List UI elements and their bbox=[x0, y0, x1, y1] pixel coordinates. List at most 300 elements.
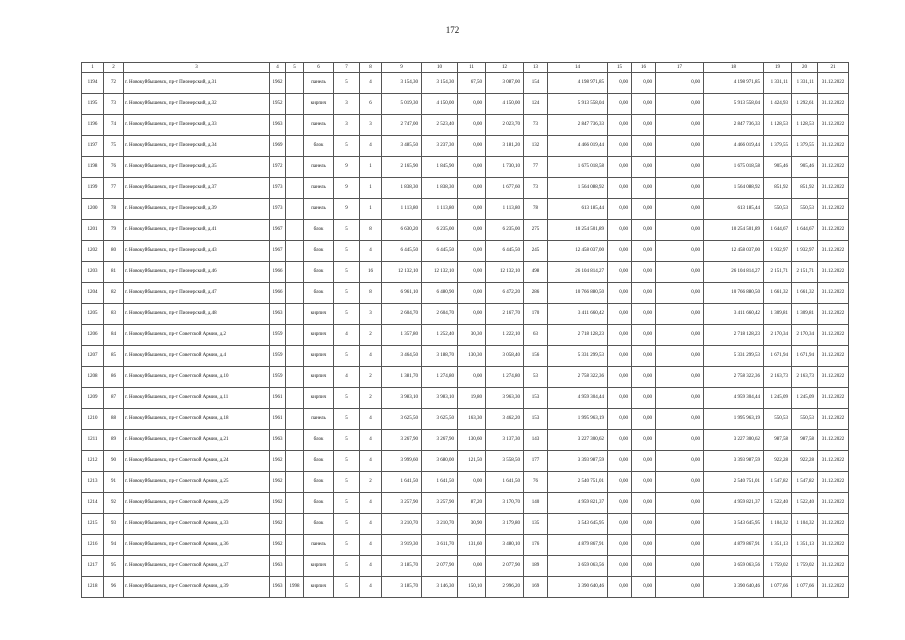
table-cell bbox=[286, 430, 304, 451]
table-cell: 3 227 300,62 bbox=[548, 430, 608, 451]
table-cell: 30,90 bbox=[458, 514, 486, 535]
address-cell: г. Новокуйбышевск, пр-т Пионерский, д.47 bbox=[124, 283, 270, 304]
table-cell: 87,20 bbox=[458, 493, 486, 514]
table-cell: блок bbox=[304, 430, 334, 451]
table-cell: 143 bbox=[524, 430, 548, 451]
table-row bbox=[82, 577, 849, 598]
table-cell: 1 522,40 bbox=[764, 493, 792, 514]
table-cell: 3 611,70 bbox=[422, 535, 458, 556]
table-cell: 2 758 322,36 bbox=[548, 367, 608, 388]
table-cell: 987,58 bbox=[792, 430, 818, 451]
table-row bbox=[82, 535, 849, 556]
table-cell: 5 331 299,53 bbox=[704, 346, 764, 367]
table-cell: 132 bbox=[524, 136, 548, 157]
table-cell: 3 181,20 bbox=[486, 136, 524, 157]
table-cell: 0,00 bbox=[632, 136, 656, 157]
table-cell: 6 961,10 bbox=[382, 283, 422, 304]
table-cell: 6 235,00 bbox=[486, 220, 524, 241]
table-cell: 3 257,90 bbox=[422, 493, 458, 514]
table-cell: 1 932,97 bbox=[764, 241, 792, 262]
table-cell: 5 bbox=[334, 409, 360, 430]
table-row bbox=[82, 451, 849, 472]
table-cell: 2 bbox=[360, 472, 382, 493]
table-cell: 0,00 bbox=[458, 157, 486, 178]
table-cell: панель bbox=[304, 178, 334, 199]
table-cell: 0,00 bbox=[656, 493, 704, 514]
address-cell: г. Новокуйбышевск, пр-т Пионерский, д.34 bbox=[124, 136, 270, 157]
table-cell: 922,28 bbox=[792, 451, 818, 472]
table-cell: 84 bbox=[104, 325, 124, 346]
address-cell: г. Новокуйбышевск, пр-т Советской Армии, д.29 bbox=[124, 493, 270, 514]
table-row bbox=[82, 325, 849, 346]
table-cell: 1215 bbox=[82, 514, 104, 535]
table-cell: 31.12.2022 bbox=[818, 367, 849, 388]
table-cell: 5 019,30 bbox=[382, 94, 422, 115]
table-cell: 3 087,00 bbox=[486, 73, 524, 94]
table-cell bbox=[286, 304, 304, 325]
table-cell: 2 023,70 bbox=[486, 115, 524, 136]
address-cell: г. Новокуйбышевск, пр-т Пионерский, д.31 bbox=[124, 73, 270, 94]
address-cell: г. Новокуйбышевск, пр-т Советской Армии, д.33 bbox=[124, 514, 270, 535]
table-cell: 3 179,80 bbox=[486, 514, 524, 535]
table-cell: 2 170,34 bbox=[792, 325, 818, 346]
table-cell: 0,00 bbox=[632, 115, 656, 136]
table-cell: 5 bbox=[334, 493, 360, 514]
table-cell: панель bbox=[304, 115, 334, 136]
table-cell: 153 bbox=[524, 409, 548, 430]
table-cell: 31.12.2022 bbox=[818, 409, 849, 430]
table-cell: 0,00 bbox=[656, 346, 704, 367]
table-cell: 1959 bbox=[270, 325, 286, 346]
table-cell: 0,00 bbox=[632, 94, 656, 115]
table-cell: 2 bbox=[360, 367, 382, 388]
table-cell: 0,00 bbox=[656, 157, 704, 178]
table-cell: 3 267,90 bbox=[382, 430, 422, 451]
table-cell: 1208 bbox=[82, 367, 104, 388]
column-number: 21 bbox=[818, 63, 849, 73]
table-cell: 550,53 bbox=[764, 409, 792, 430]
table-cell: 1963 bbox=[270, 556, 286, 577]
table-cell: 613 185,44 bbox=[548, 199, 608, 220]
table-cell: 6 480,90 bbox=[422, 283, 458, 304]
table-cell: 1 077,66 bbox=[764, 577, 792, 598]
table-cell: 3 543 645,95 bbox=[548, 514, 608, 535]
table-cell: 1 995 963,19 bbox=[704, 409, 764, 430]
table-cell: 3 154,30 bbox=[422, 73, 458, 94]
table-cell: 4 959 304,44 bbox=[704, 388, 764, 409]
table-cell: 3 625,50 bbox=[382, 409, 422, 430]
table-cell: 4 198 971,85 bbox=[704, 73, 764, 94]
table-cell: 3 485,50 bbox=[382, 136, 422, 157]
table-cell: 550,53 bbox=[764, 199, 792, 220]
table-cell: 31.12.2022 bbox=[818, 304, 849, 325]
table-cell: 1199 bbox=[82, 178, 104, 199]
table-cell: 4 bbox=[360, 430, 382, 451]
column-number: 10 bbox=[422, 63, 458, 73]
table-cell: 550,53 bbox=[792, 199, 818, 220]
table-cell: 0,00 bbox=[458, 220, 486, 241]
table-cell: 73 bbox=[524, 115, 548, 136]
table-cell: 2 847 736,33 bbox=[548, 115, 608, 136]
table-cell: 4 bbox=[360, 73, 382, 94]
table-cell: 6 bbox=[360, 94, 382, 115]
table-cell: 1 bbox=[360, 157, 382, 178]
column-number: 2 bbox=[104, 63, 124, 73]
table-cell: 1 838,30 bbox=[382, 178, 422, 199]
table-cell: 0,00 bbox=[608, 367, 632, 388]
table-cell: 3 390 640,46 bbox=[548, 577, 608, 598]
table-cell: 0,00 bbox=[458, 241, 486, 262]
column-number: 8 bbox=[360, 63, 382, 73]
table-cell: 2 718 128,23 bbox=[548, 325, 608, 346]
address-cell: г. Новокуйбышевск, пр-т Пионерский, д.46 bbox=[124, 262, 270, 283]
table-cell: 0,00 bbox=[632, 157, 656, 178]
table-cell: 275 bbox=[524, 220, 548, 241]
table-cell: 0,00 bbox=[632, 325, 656, 346]
table-cell: 2 996,20 bbox=[486, 577, 524, 598]
table-cell: 3 bbox=[360, 115, 382, 136]
table-cell: кирпич bbox=[304, 346, 334, 367]
table-cell: 0,00 bbox=[608, 325, 632, 346]
table-cell: 0,00 bbox=[656, 136, 704, 157]
table-cell: 91 bbox=[104, 472, 124, 493]
table-cell: 1202 bbox=[82, 241, 104, 262]
table-cell: 26 104 814,27 bbox=[548, 262, 608, 283]
table-cell: 31.12.2022 bbox=[818, 556, 849, 577]
table-cell: 1 bbox=[360, 199, 382, 220]
table-cell: 1967 bbox=[270, 241, 286, 262]
table-cell bbox=[286, 262, 304, 283]
table-cell: 2 163,73 bbox=[792, 367, 818, 388]
table-row bbox=[82, 94, 849, 115]
column-number: 17 bbox=[656, 63, 704, 73]
table-cell: 0,00 bbox=[458, 367, 486, 388]
table-cell: 1 128,53 bbox=[764, 115, 792, 136]
table-cell: 0,00 bbox=[656, 325, 704, 346]
column-number: 3 bbox=[124, 63, 270, 73]
table-cell: 3 659 063,56 bbox=[704, 556, 764, 577]
table-cell: 2 718 128,23 bbox=[704, 325, 764, 346]
table-cell: 67,50 bbox=[458, 73, 486, 94]
table-cell bbox=[286, 136, 304, 157]
table-cell: 1 252,40 bbox=[422, 325, 458, 346]
table-cell: 4 bbox=[334, 325, 360, 346]
table-cell: 0,00 bbox=[458, 94, 486, 115]
table-cell: 6 630,20 bbox=[382, 220, 422, 241]
table-cell: 3 210,70 bbox=[382, 514, 422, 535]
column-number: 13 bbox=[524, 63, 548, 73]
table-cell: 1206 bbox=[82, 325, 104, 346]
table-cell: 1 759,02 bbox=[792, 556, 818, 577]
table-cell: 1207 bbox=[82, 346, 104, 367]
table-cell: 8 bbox=[360, 220, 382, 241]
table-cell: 16 bbox=[360, 262, 382, 283]
table-cell: 4 bbox=[360, 514, 382, 535]
table-cell: 0,00 bbox=[608, 304, 632, 325]
table-cell: 0,00 bbox=[458, 199, 486, 220]
table-cell: 1962 bbox=[270, 514, 286, 535]
table-cell: 5 913 558,04 bbox=[704, 94, 764, 115]
table-cell: 0,00 bbox=[458, 283, 486, 304]
table-cell: 10 766 880,50 bbox=[704, 283, 764, 304]
table-cell: 2 747,00 bbox=[382, 115, 422, 136]
table-cell: 1 644,67 bbox=[792, 220, 818, 241]
table-cell: панель bbox=[304, 199, 334, 220]
table-cell: 905,46 bbox=[764, 157, 792, 178]
table-cell: 0,00 bbox=[632, 577, 656, 598]
table-cell: панель bbox=[304, 535, 334, 556]
table-cell: 1196 bbox=[82, 115, 104, 136]
table-cell: 130,30 bbox=[458, 346, 486, 367]
table-cell: 0,00 bbox=[608, 241, 632, 262]
table-cell: 1 bbox=[360, 178, 382, 199]
table-cell: 1 995 963,19 bbox=[548, 409, 608, 430]
table-cell: 0,00 bbox=[632, 220, 656, 241]
column-number: 16 bbox=[632, 63, 656, 73]
table-cell: 0,00 bbox=[656, 94, 704, 115]
table-cell bbox=[286, 73, 304, 94]
table-cell: 1 675 018,58 bbox=[704, 157, 764, 178]
table-cell: 1 245,09 bbox=[792, 388, 818, 409]
table-cell: 5 913 558,04 bbox=[548, 94, 608, 115]
table-cell: панель bbox=[304, 409, 334, 430]
address-cell: г. Новокуйбышевск, пр-т Пионерский, д.35 bbox=[124, 157, 270, 178]
table-cell: 3 393 987,59 bbox=[704, 451, 764, 472]
table-cell: 851,92 bbox=[792, 178, 818, 199]
table-cell: 30,30 bbox=[458, 325, 486, 346]
table-cell: 73 bbox=[524, 178, 548, 199]
table-cell: 31.12.2022 bbox=[818, 283, 849, 304]
table-cell: 3 bbox=[334, 94, 360, 115]
table-cell: 1 644,67 bbox=[764, 220, 792, 241]
table-cell: 0,00 bbox=[656, 73, 704, 94]
table-cell: 4 bbox=[360, 409, 382, 430]
table-cell: 0,00 bbox=[608, 346, 632, 367]
table-cell: 6 445,50 bbox=[382, 241, 422, 262]
table-cell: 0,00 bbox=[656, 262, 704, 283]
table-cell: панель bbox=[304, 73, 334, 94]
table-cell: блок bbox=[304, 514, 334, 535]
table-cell: 0,00 bbox=[632, 199, 656, 220]
table-cell: 1 730,10 bbox=[486, 157, 524, 178]
table-cell bbox=[286, 241, 304, 262]
table-cell: 1 641,50 bbox=[382, 472, 422, 493]
table-cell: 31.12.2022 bbox=[818, 577, 849, 598]
address-cell: г. Новокуйбышевск, пр-т Советской Армии, д.36 bbox=[124, 535, 270, 556]
table-cell bbox=[286, 514, 304, 535]
table-cell: 0,00 bbox=[458, 304, 486, 325]
table-row bbox=[82, 472, 849, 493]
table-cell: 613 185,44 bbox=[704, 199, 764, 220]
table-cell: 135 bbox=[524, 514, 548, 535]
address-cell: г. Новокуйбышевск, пр-т Пионерский, д.48 bbox=[124, 304, 270, 325]
table-cell: 0,00 bbox=[608, 262, 632, 283]
table-cell: 170 bbox=[524, 304, 548, 325]
table-cell: 0,00 bbox=[632, 556, 656, 577]
table-cell bbox=[286, 535, 304, 556]
table-cell: 0,00 bbox=[608, 136, 632, 157]
table-cell: 2 523,40 bbox=[422, 115, 458, 136]
table-cell: 3 154,30 bbox=[382, 73, 422, 94]
address-cell: г. Новокуйбышевск, пр-т Советской Армии, д.4 bbox=[124, 346, 270, 367]
table-cell: 3 659 063,56 bbox=[548, 556, 608, 577]
table-cell: 72 bbox=[104, 73, 124, 94]
table-cell: 1 331,11 bbox=[764, 73, 792, 94]
table-cell: 0,00 bbox=[632, 409, 656, 430]
table-cell: 2 163,73 bbox=[764, 367, 792, 388]
table-cell: 0,00 bbox=[608, 388, 632, 409]
table-cell: 4 bbox=[360, 346, 382, 367]
table-cell: 2 758 322,36 bbox=[704, 367, 764, 388]
table-cell: 154 bbox=[524, 73, 548, 94]
table-cell: 0,00 bbox=[608, 514, 632, 535]
table-cell: 4 bbox=[360, 577, 382, 598]
table-cell: 0,00 bbox=[632, 262, 656, 283]
table-cell: 1962 bbox=[270, 73, 286, 94]
table-cell: 1963 bbox=[270, 430, 286, 451]
table-cell: 1998 bbox=[286, 577, 304, 598]
table-cell: 0,00 bbox=[656, 577, 704, 598]
table-cell: 1 641,50 bbox=[422, 472, 458, 493]
table-cell: 94 bbox=[104, 535, 124, 556]
table-cell: 83 bbox=[104, 304, 124, 325]
table-cell: 1 104,32 bbox=[764, 514, 792, 535]
address-cell: г. Новокуйбышевск, пр-т Пионерский, д.32 bbox=[124, 94, 270, 115]
table-cell: кирпич bbox=[304, 367, 334, 388]
table-cell: 2 170,34 bbox=[764, 325, 792, 346]
table-cell: 3 058,40 bbox=[486, 346, 524, 367]
address-cell: г. Новокуйбышевск, пр-т Советской Армии, д.39 bbox=[124, 577, 270, 598]
table-cell: 4 bbox=[360, 493, 382, 514]
table-row bbox=[82, 493, 849, 514]
table-cell: 63 bbox=[524, 325, 548, 346]
table-cell: 498 bbox=[524, 262, 548, 283]
table-cell: 31.12.2022 bbox=[818, 199, 849, 220]
address-cell: г. Новокуйбышевск, пр-т Пионерский, д.39 bbox=[124, 199, 270, 220]
table-cell: 1212 bbox=[82, 451, 104, 472]
table-cell: 4 bbox=[360, 556, 382, 577]
table-cell: 3 bbox=[334, 115, 360, 136]
table-cell: блок bbox=[304, 283, 334, 304]
table-cell: 3 185,70 bbox=[382, 577, 422, 598]
table-cell: 2 604,70 bbox=[422, 304, 458, 325]
table-cell: 5 bbox=[334, 241, 360, 262]
table-cell: 177 bbox=[524, 451, 548, 472]
table-cell: 1203 bbox=[82, 262, 104, 283]
table-cell: 1961 bbox=[270, 388, 286, 409]
table-cell: 75 bbox=[104, 136, 124, 157]
table-cell bbox=[286, 94, 304, 115]
table-cell: 1 661,32 bbox=[764, 283, 792, 304]
table-cell: 0,00 bbox=[632, 493, 656, 514]
table-cell: 286 bbox=[524, 283, 548, 304]
table-cell: 0,00 bbox=[632, 472, 656, 493]
table-cell: блок bbox=[304, 451, 334, 472]
table-cell: 2 bbox=[360, 325, 382, 346]
table-cell: 0,00 bbox=[656, 178, 704, 199]
table-cell: 0,00 bbox=[656, 241, 704, 262]
table-row bbox=[82, 262, 849, 283]
table-cell: 95 bbox=[104, 556, 124, 577]
table-cell: 131,60 bbox=[458, 535, 486, 556]
table-row bbox=[82, 514, 849, 535]
table-cell: 2 165,90 bbox=[382, 157, 422, 178]
table-cell: 3 411 660,42 bbox=[548, 304, 608, 325]
column-number: 7 bbox=[334, 63, 360, 73]
table-cell: 169 bbox=[524, 577, 548, 598]
table-cell bbox=[286, 220, 304, 241]
table-cell: 31.12.2022 bbox=[818, 262, 849, 283]
table-cell bbox=[286, 451, 304, 472]
table-cell: 1966 bbox=[270, 262, 286, 283]
table-cell: 1209 bbox=[82, 388, 104, 409]
table-cell: 4 879 867,91 bbox=[548, 535, 608, 556]
table-cell bbox=[286, 388, 304, 409]
table-cell: 31.12.2022 bbox=[818, 241, 849, 262]
table-cell: 77 bbox=[524, 157, 548, 178]
table-cell: 0,00 bbox=[458, 178, 486, 199]
table-cell: 31.12.2022 bbox=[818, 388, 849, 409]
table-cell: 0,00 bbox=[608, 451, 632, 472]
table-cell: 89 bbox=[104, 430, 124, 451]
table-cell: 1 077,66 bbox=[792, 577, 818, 598]
table-cell: блок bbox=[304, 262, 334, 283]
table-cell: 0,00 bbox=[632, 430, 656, 451]
table-cell: 1 351,13 bbox=[764, 535, 792, 556]
table-cell: 0,00 bbox=[458, 262, 486, 283]
table-cell: 3 188,70 bbox=[422, 346, 458, 367]
table-row bbox=[82, 136, 849, 157]
table-cell: кирпич bbox=[304, 556, 334, 577]
table-cell: 1 274,80 bbox=[422, 367, 458, 388]
table-cell: 1972 bbox=[270, 157, 286, 178]
table-cell bbox=[286, 346, 304, 367]
table-cell: 1216 bbox=[82, 535, 104, 556]
table-cell: 2 077,90 bbox=[422, 556, 458, 577]
table-cell: 851,92 bbox=[764, 178, 792, 199]
table-cell: 1961 bbox=[270, 409, 286, 430]
table-cell: 0,00 bbox=[608, 94, 632, 115]
table-cell: 153 bbox=[524, 388, 548, 409]
table-cell: 1 675 018,58 bbox=[548, 157, 608, 178]
table-cell: 0,00 bbox=[458, 472, 486, 493]
table-cell: 79 bbox=[104, 220, 124, 241]
table-cell: 3 999,60 bbox=[382, 451, 422, 472]
table-row bbox=[82, 388, 849, 409]
table-cell: 0,00 bbox=[656, 472, 704, 493]
table-cell: 1 245,09 bbox=[764, 388, 792, 409]
table-cell: 1 309,81 bbox=[764, 304, 792, 325]
table-cell: 3 680,00 bbox=[422, 451, 458, 472]
table-cell: 1 331,11 bbox=[792, 73, 818, 94]
table-cell: 3 462,20 bbox=[486, 409, 524, 430]
table-cell: 1 671,94 bbox=[792, 346, 818, 367]
table-cell: 78 bbox=[524, 199, 548, 220]
table-cell: 1210 bbox=[82, 409, 104, 430]
table-cell: 0,00 bbox=[608, 535, 632, 556]
table-cell: 26 104 814,27 bbox=[704, 262, 764, 283]
table-cell: 1200 bbox=[82, 199, 104, 220]
table-cell: 4 198 971,85 bbox=[548, 73, 608, 94]
table-cell: 31.12.2022 bbox=[818, 514, 849, 535]
table-cell: 76 bbox=[104, 157, 124, 178]
table-cell: 4 bbox=[360, 136, 382, 157]
column-number: 18 bbox=[704, 63, 764, 73]
table-cell: блок bbox=[304, 493, 334, 514]
table-cell: кирпич bbox=[304, 577, 334, 598]
table-cell: 1205 bbox=[82, 304, 104, 325]
housing-register-table bbox=[81, 62, 849, 598]
